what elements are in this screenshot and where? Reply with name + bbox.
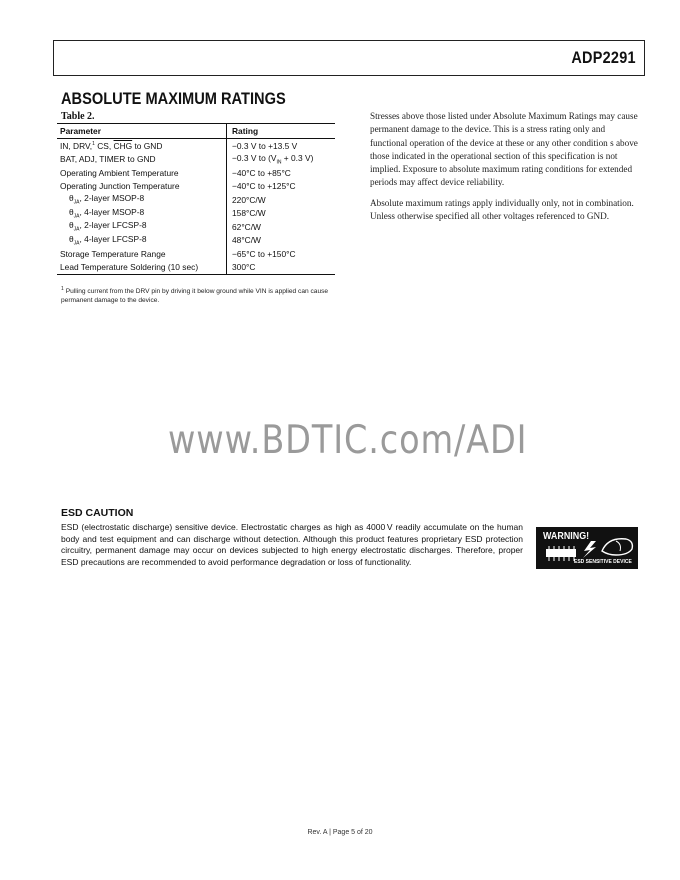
part-number: ADP2291 <box>571 48 636 67</box>
param-cell: $\theta_{JA}$, 2-layer LFCSP-8 <box>69 220 147 234</box>
esd-title: ESD CAUTION <box>61 507 134 519</box>
table-footnote <box>61 285 331 305</box>
rating-cell: −65°C to +150°C <box>227 247 336 261</box>
rating-cell: −0.3 V to +13.5 V <box>227 139 336 153</box>
rating-cell: −0.3 V to ($V_{IN} + 0.3$ V) <box>227 153 336 167</box>
rating-cell: 300°C <box>227 261 336 275</box>
table-row <box>57 234 335 248</box>
watermark: www.BDTIC.com/ADI <box>168 418 528 463</box>
notes-paragraph-1: Stresses above those listed under Absolute Maximum Ratings may cause permanent damage to the device. This is a stress rating only and functional operation of the device at these or any other condition s above those indicated in the operational section of this specification is not implied. Exposure to absolute maximum rating conditions for extended periods may affect device reliability. <box>370 111 638 188</box>
esd-warning-badge <box>536 527 638 569</box>
param-cell: BAT, ADJ, TIMER to GND <box>60 154 156 165</box>
ratings-notes <box>370 110 640 230</box>
param-cell: $\theta_{JA}$, 4-layer MSOP-8 <box>69 206 145 220</box>
esd-text: ESD (electrostatic discharge) sensitive device. Electrostatic charges as high as 4000 V readily accumulate on the human body and test equipment and can discharge without detection. Although this product features proprietary ESD protection circuitry, permanent damage may occur on devices subjected to high energy electrostatic discharges. Therefore, proper ESD precautions are recommended to avoid performance degradation or loss of functionality. <box>61 522 523 567</box>
notes-paragraph-2: Absolute maximum ratings apply individually only, not in combination. Unless otherwise specified all other voltages referenced to GND. <box>370 197 634 222</box>
param-cell: Storage Temperature Range <box>60 248 166 259</box>
header-rating: Rating <box>227 124 336 139</box>
page-header <box>53 40 645 76</box>
param-cell: Operating Junction Temperature <box>60 181 180 192</box>
rating-cell: 220°C/W <box>227 193 336 207</box>
param-cell: Operating Ambient Temperature <box>60 167 179 178</box>
table-header-row <box>57 124 335 139</box>
table-row <box>57 139 335 153</box>
rating-cell: 48°C/W <box>227 234 336 248</box>
table-row <box>57 247 335 261</box>
param-cell: $\theta_{JA}$, 4-layer LFCSP-8 <box>69 233 147 247</box>
esd-badge-warning: WARNING! <box>543 530 590 542</box>
table-caption: Table 2. <box>61 111 95 122</box>
header-parameter: Parameter <box>57 124 227 139</box>
footnote-text: Pulling current from the DRV pin by driving it below ground while VIN is applied can cause permanent damage to the device. <box>61 288 329 304</box>
rating-cell: 158°C/W <box>227 207 336 221</box>
ratings-table <box>57 123 335 275</box>
section-title: ABSOLUTE MAXIMUM RATINGS <box>61 89 286 108</box>
param-cell: IN, DRV,$^1$ CS, $\overline{CHG}$ to GND <box>60 140 163 151</box>
table-row <box>57 153 335 167</box>
table-row <box>57 207 335 221</box>
param-cell: $\theta_{JA}$, 2-layer MSOP-8 <box>69 193 145 207</box>
rating-cell: −40°C to +85°C <box>227 166 336 180</box>
table-row <box>57 166 335 180</box>
page-footer: Rev. A | Page 5 of 20 <box>307 829 373 836</box>
table-row <box>57 180 335 194</box>
esd-badge-subtext: ESD SENSITIVE DEVICE <box>574 559 632 565</box>
rating-cell: 62°C/W <box>227 220 336 234</box>
param-cell: Lead Temperature Soldering (10 sec) <box>57 261 227 275</box>
table-row <box>57 220 335 234</box>
footnote-marker: 1 <box>61 286 64 292</box>
table-row <box>57 193 335 207</box>
table-row <box>57 261 335 275</box>
rating-cell: −40°C to +125°C <box>227 180 336 194</box>
